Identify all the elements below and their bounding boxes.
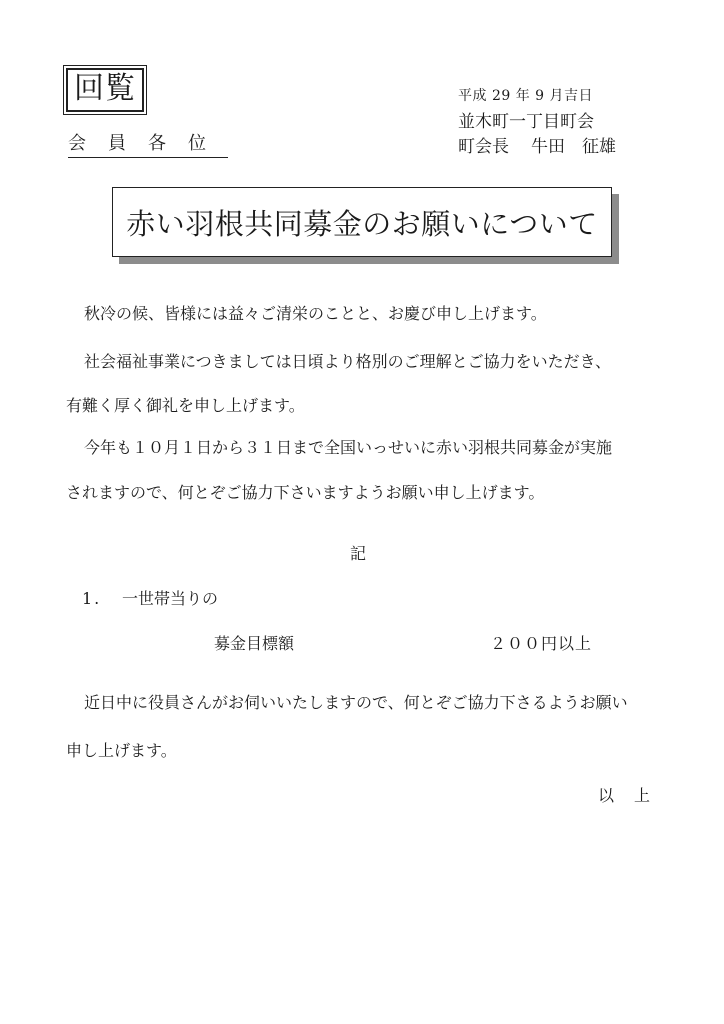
- goal-label: 募金目標額: [214, 634, 295, 653]
- body-line-1: 社会福祉事業につきましては日頃より格別のご理解とご協力をいただき、: [84, 352, 612, 371]
- list-item: [82, 586, 218, 609]
- ki-heading: 記: [350, 544, 367, 563]
- greeting-paragraph: 秋冷の候、皆様には益々ご清栄のことと、お慶び申し上げます。: [84, 304, 547, 323]
- item-text: 一世帯当りの: [122, 589, 219, 608]
- sender-block: [458, 110, 616, 160]
- body-line-4: されますので、何とぞご協力下さいますようお願い申し上げます。: [66, 483, 545, 502]
- chair-name: 牛田 征雄: [531, 137, 616, 157]
- body-line-3: 今年も１０月１日から３１日まで全国いっせいに赤い羽根共同募金が実施: [84, 438, 613, 457]
- document-date: 平成 29 年 9 月吉日: [458, 88, 594, 104]
- addressee: 会員各位: [68, 132, 228, 158]
- closing-line-2: 申し上げます。: [66, 741, 177, 760]
- title-box: [112, 187, 612, 257]
- organization-name: 並木町一丁目町会: [458, 112, 594, 132]
- chair-line: [458, 135, 616, 160]
- chair-title: 町会長: [458, 137, 509, 157]
- kairan-stamp: 回覧: [66, 68, 144, 112]
- goal-value: ２００円以上: [490, 634, 593, 653]
- document-title: 赤い羽根共同募金のお願いについて: [126, 206, 598, 241]
- title-frame: [112, 187, 612, 257]
- item-number: 1.: [82, 589, 102, 608]
- body-line-2: 有難く厚く御礼を申し上げます。: [66, 396, 305, 415]
- closing-line-1: 近日中に役員さんがお伺いいたしますので、何とぞご協力下さるようお願い: [84, 693, 628, 712]
- ijo-closing: 以上: [598, 786, 671, 805]
